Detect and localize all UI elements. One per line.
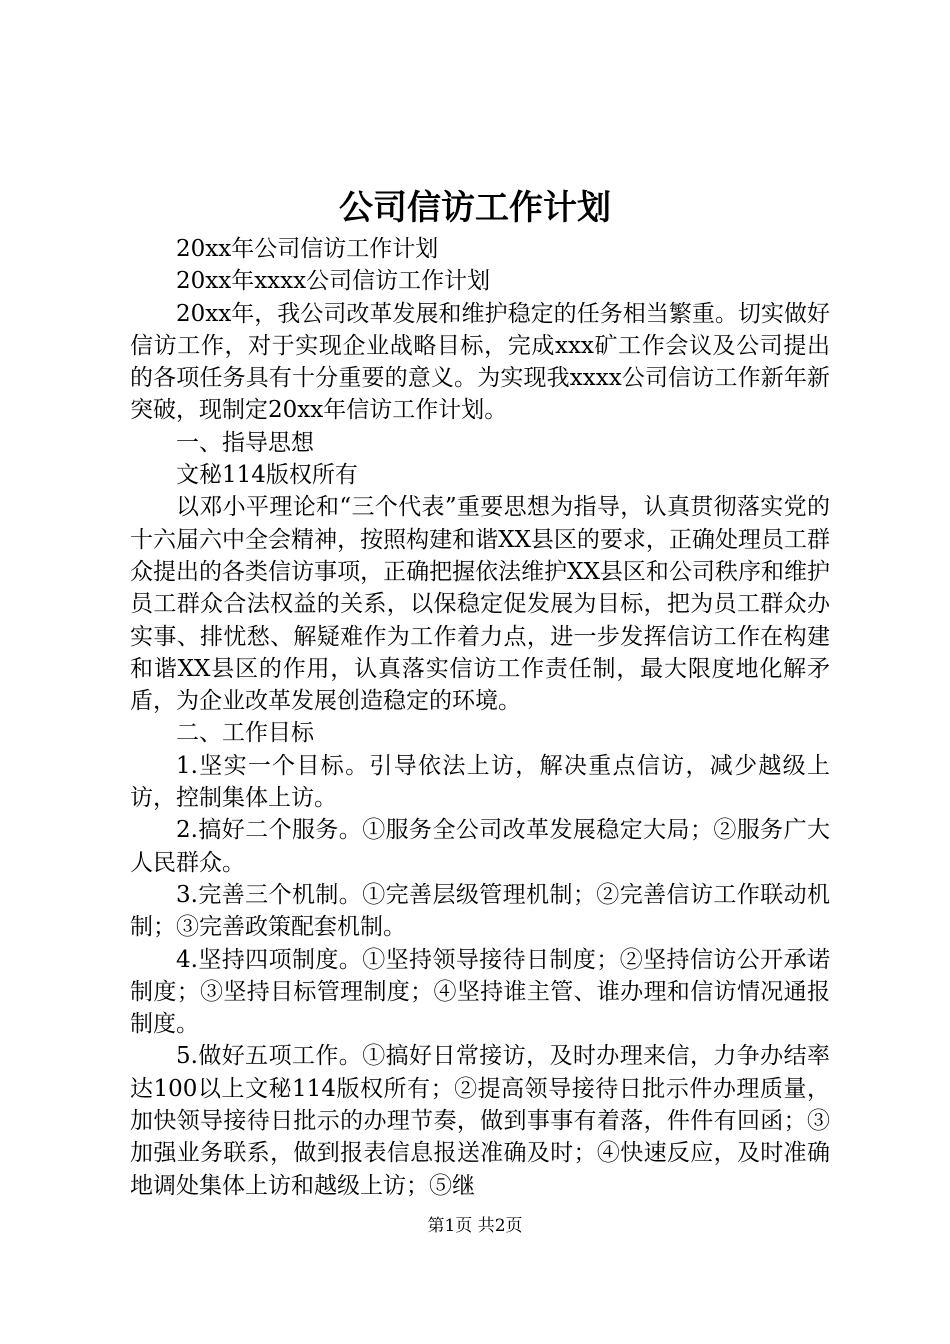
document-title: 公司信访工作计划	[339, 188, 611, 228]
section-heading: 二、工作目标	[176, 720, 314, 747]
paragraph: 文秘114版权所有	[176, 462, 358, 489]
list-item: 2.搞好二个服务。①服务全公司改革发展稳定大局；②服务广大人民群众。	[130, 817, 830, 876]
paragraph: 20xx年，我公司改革发展和维护稳定的任务相当繁重。切实做好信访工作，对于实现企业战略目标，完成xxx矿工作会议及公司提出的各项任务具有十分重要的意义。为实现我xxxx公司信访工作新年新突破，现制定20xx年信访工作计划。	[130, 300, 830, 424]
list-item: 3.完善三个机制。①完善层级管理机制；②完善信访工作联动机制；③完善政策配套机制。	[130, 881, 830, 941]
paragraph: 20xx年xxxx公司信访工作计划	[176, 268, 491, 295]
page-footer: 第1页 共2页	[427, 1216, 523, 1236]
paragraph: 20xx年公司信访工作计划	[176, 236, 439, 262]
paragraph: 以邓小平理论和“三个代表”重要思想为指导，认真贯彻落实党的十六届六中全会精神，按照构建和谐XX县区的要求，正确处理员工群众提出的各类信访事项，正确把握依法维护XX县区和公司秩序和维护员工群众合法权益的关系，以保稳定促发展为目标，把为员工群众办实事、排忧愁、解疑难作为工作着力点，进一步发挥信访工作在构建和谐XX县区的作用，认真落实信访工作责任制，最大限度地化解矛盾，为企业改革发展创造稳定的环境。	[130, 494, 830, 715]
document-body	[130, 233, 830, 1202]
list-item: 5.做好五项工作。①搞好日常接访，及时办理来信，力争办结率达100以上文秘114版权所有；②提高领导接待日批示件办理质量，加快领导接待日批示的办理节奏，做到事事有着落，件件有回函；③加强业务联系，做到报表信息报送准确及时；④快速反应，及时准确地调处集体上访和越级上访；⑤继	[130, 1043, 830, 1199]
list-item: 4.坚持四项制度。①坚持领导接待日制度；②坚持信访公开承诺制度；③坚持目标管理制度；④坚持谁主管、谁办理和信访情况通报制度。	[130, 946, 830, 1038]
section-heading: 一、指导思想	[176, 429, 314, 456]
list-item: 1.坚实一个目标。引导依法上访，解决重点信访，减少越级上访，控制集体上访。	[130, 752, 830, 812]
